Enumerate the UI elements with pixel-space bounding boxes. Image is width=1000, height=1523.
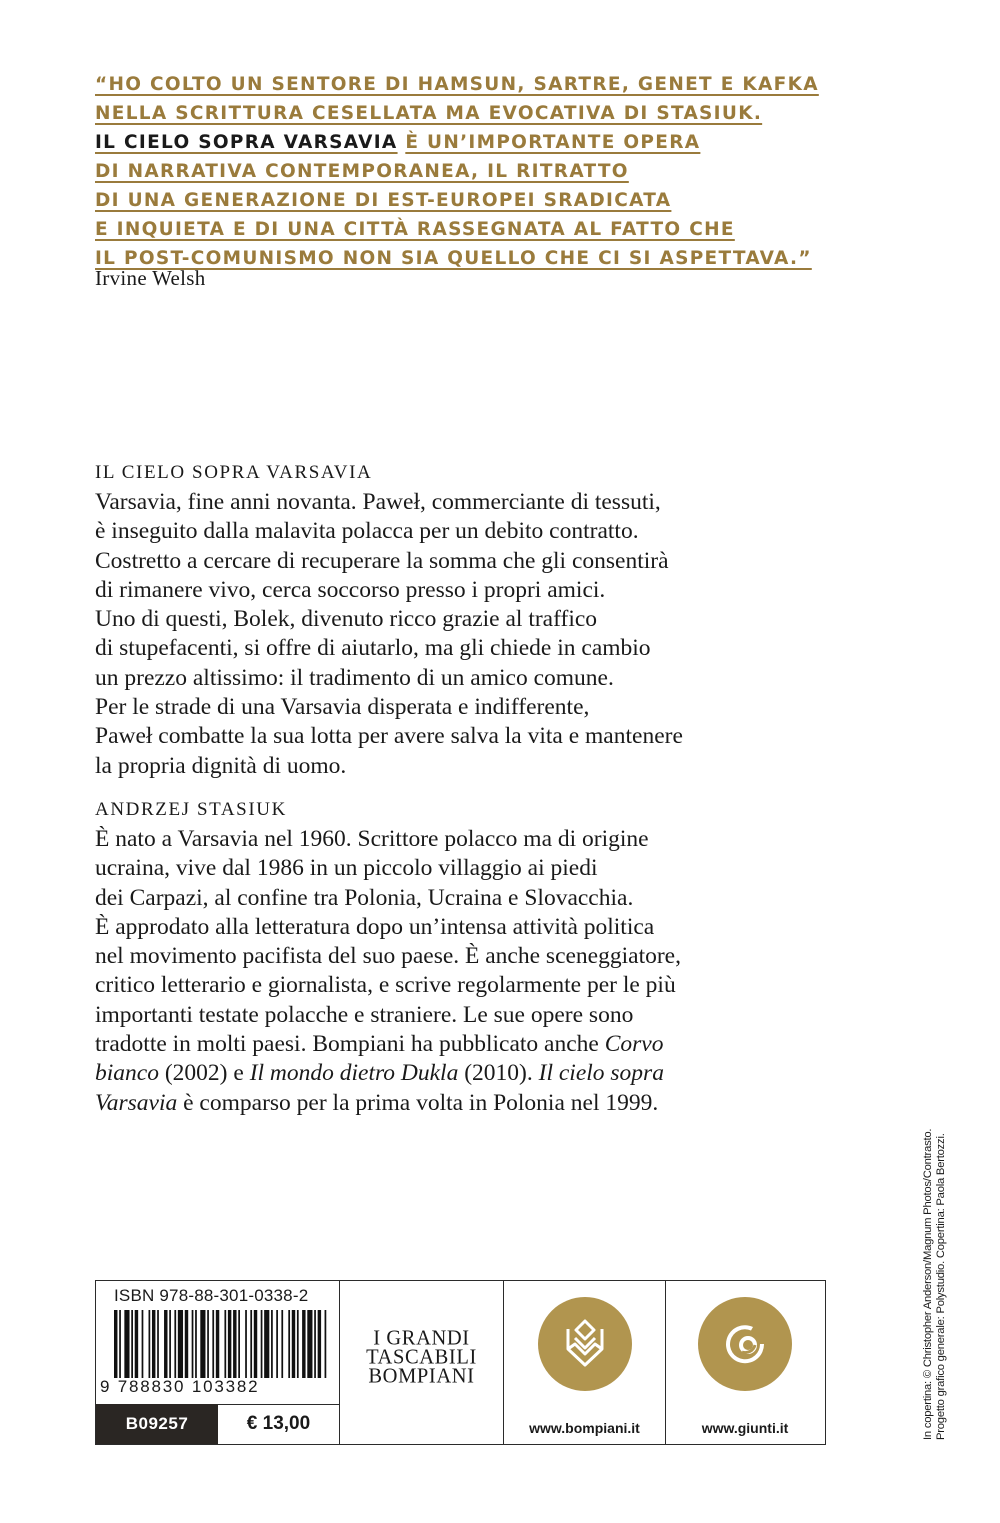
barcode-bar (264, 1310, 269, 1378)
quote-book-title: IL CIELO SOPRA VARSAVIA (95, 132, 398, 153)
series-cell (340, 1281, 504, 1444)
barcode-bar (185, 1310, 188, 1378)
title-varsavia: Varsavia (95, 1089, 178, 1116)
barcode-bar (114, 1310, 117, 1378)
synopsis-line: Varsavia, fine anni novanta. Paweł, commerciante di tessuti, (95, 489, 661, 515)
quote-line: IL CIELO SOPRA VARSAVIA È UN’IMPORTANTE OPERA (95, 132, 701, 153)
bio-line: critico letterario e giornalista, e scrive regolarmente per le più (95, 972, 676, 999)
bio-line: dei Carpazi, al confine tra Polonia, Ucraina e Slovacchia. (95, 884, 634, 911)
synopsis-heading: IL CIELO SOPRA VARSAVIA (95, 462, 373, 483)
barcode-cell (96, 1281, 340, 1444)
synopsis-line: la propria dignità di uomo. (95, 752, 347, 779)
bompiani-logo-icon (538, 1297, 632, 1391)
quote-line: IL POST-COMUNISMO NON SIA QUELLO CHE CI SI ASPETTAVA.” (95, 248, 812, 269)
giunti-url[interactable]: www.giunti.it (701, 1420, 789, 1436)
synopsis-line: è inseguito dalla malavita polacca per un debito contratto. (95, 518, 639, 545)
barcode-bar (233, 1310, 236, 1378)
cover-credits (922, 1128, 968, 1440)
barcode-bar (149, 1310, 151, 1378)
bio-line: È approdato alla letteratura dopo un’intensa attività politica (95, 913, 655, 940)
bompiani-cell (504, 1281, 666, 1444)
barcode-bar (216, 1310, 219, 1378)
barcode-bar (254, 1310, 257, 1378)
title-bianco: bianco (95, 1060, 159, 1087)
giunti-logo-icon (698, 1297, 792, 1391)
series-name: I GRANDI TASCABILI BOMPIANI (366, 1326, 477, 1388)
barcode-bar (325, 1310, 327, 1378)
quote-line: DI NARRATIVA CONTEMPORANEA, IL RITRATTO (95, 161, 629, 182)
barcode-bar (297, 1310, 299, 1378)
barcode-bar (302, 1310, 305, 1378)
barcode-bar (169, 1310, 171, 1378)
barcode-bar (142, 1310, 144, 1378)
barcode-bar (164, 1310, 167, 1378)
barcode-bar (207, 1310, 209, 1378)
price: € 13,00 (218, 1404, 339, 1444)
synopsis-line: un prezzo altissimo: il tradimento di un amico comune. (95, 664, 614, 691)
barcode-bar (261, 1310, 263, 1378)
barcode-bar (292, 1310, 295, 1378)
bio-line: È nato a Varsavia nel 1960. Scrittore polacco ma di origine (95, 826, 649, 852)
bio-line: Varsavia è comparso per la prima volta in Polonia nel 1999. (95, 1089, 659, 1116)
barcode-bar (288, 1310, 290, 1378)
author-heading: ANDRZEJ STASIUK (95, 799, 287, 820)
barcode-bar (195, 1310, 197, 1378)
author-body (95, 825, 835, 1118)
quote-line: NELLA SCRITTURA CESELLATA MA EVOCATIVA DI STASIUK. (95, 103, 763, 124)
synopsis-section (95, 462, 835, 781)
bio-line: tradotte in molti paesi. Bompiani ha pubblicato anche Corvo (95, 1031, 664, 1058)
barcode-bar (245, 1310, 247, 1378)
bio-line: nel movimento pacifista del suo paese. È anche sceneggiatore, (95, 943, 681, 970)
credit-line-design: Progetto grafico generale: Polystudio. Copertina: Paola Bertozzi. (935, 1133, 947, 1440)
title-corvo: Corvo (604, 1031, 664, 1058)
barcode-bar (131, 1310, 133, 1378)
barcode-bar (178, 1310, 183, 1378)
endorsement-quote (95, 70, 819, 273)
author-section (95, 799, 835, 1118)
synopsis-line: di stupefacenti, si offre di aiutarlo, ma gli chiede in cambio (95, 635, 651, 662)
synopsis-line: Per le strade di una Varsavia disperata e indifferente, (95, 694, 590, 721)
quote-line: “HO COLTO UN SENTORE DI HAMSUN, SARTRE, GENET E KAFKA (95, 74, 819, 95)
barcode-bar (250, 1310, 252, 1378)
credit-line-photo: In copertina: © Christopher Anderson/Magnum Photos/Contrasto. (922, 1128, 934, 1440)
synopsis-line: Costretto a cercare di recuperare la somma che gli consentirà (95, 547, 669, 574)
barcode-bar (238, 1310, 240, 1378)
isbn-label: ISBN 978-88-301-0338-2 (114, 1286, 309, 1305)
bio-line: bianco (2002) e Il mondo dietro Dukla (2010). Il cielo sopra (95, 1060, 664, 1087)
barcode-bar (119, 1310, 121, 1378)
title-mondo-dietro-dukla: Il mondo dietro Dukla (249, 1060, 459, 1087)
barcode-bar (192, 1310, 194, 1378)
barcode-bar (212, 1310, 214, 1378)
synopsis-line: di rimanere vivo, cerca soccorso presso i propri amici. (95, 576, 606, 603)
barcode-bar (200, 1310, 205, 1378)
barcode-bar (157, 1310, 159, 1378)
barcode-bar (314, 1310, 316, 1378)
title-cielo-sopra: Il cielo sopra (538, 1060, 664, 1087)
synopsis-body (95, 488, 835, 781)
barcode-bar (152, 1310, 155, 1378)
bio-line: ucraina, vive dal 1986 in un piccolo villaggio ai piedi (95, 855, 598, 882)
barcode-bar (228, 1310, 231, 1378)
giunti-cell (666, 1281, 824, 1444)
barcode-bar (318, 1310, 321, 1378)
barcode-bar (124, 1310, 129, 1378)
bio-line: importanti testate polacche e straniere. Le sue opere sono (95, 1001, 634, 1028)
back-cover-info-box (95, 1280, 826, 1445)
barcode-bar (271, 1310, 273, 1378)
barcode-number: 9 788830 103382 (100, 1377, 260, 1396)
barcode-bar (135, 1310, 138, 1378)
barcode-bar (174, 1310, 176, 1378)
barcode-bar (276, 1310, 278, 1378)
synopsis-line: Uno di questi, Bolek, divenuto ricco grazie al traffico (95, 606, 598, 633)
barcode-bar (281, 1310, 283, 1378)
quote-line: E INQUIETA E DI UNA CITTÀ RASSEGNATA AL FATTO CHE (95, 219, 735, 240)
barcode (114, 1310, 328, 1378)
barcode-bar (224, 1310, 226, 1378)
quote-line: DI UNA GENERAZIONE DI EST-EUROPEI SRADICATA (95, 190, 672, 211)
barcode-bar (307, 1310, 312, 1378)
quote-author: Irvine Welsh (95, 266, 206, 290)
synopsis-line: Paweł combatte la sua lotta per avere salva la vita e mantenere (95, 723, 683, 750)
product-code: B09257 (96, 1404, 218, 1444)
bompiani-url[interactable]: www.bompiani.it (529, 1420, 640, 1436)
